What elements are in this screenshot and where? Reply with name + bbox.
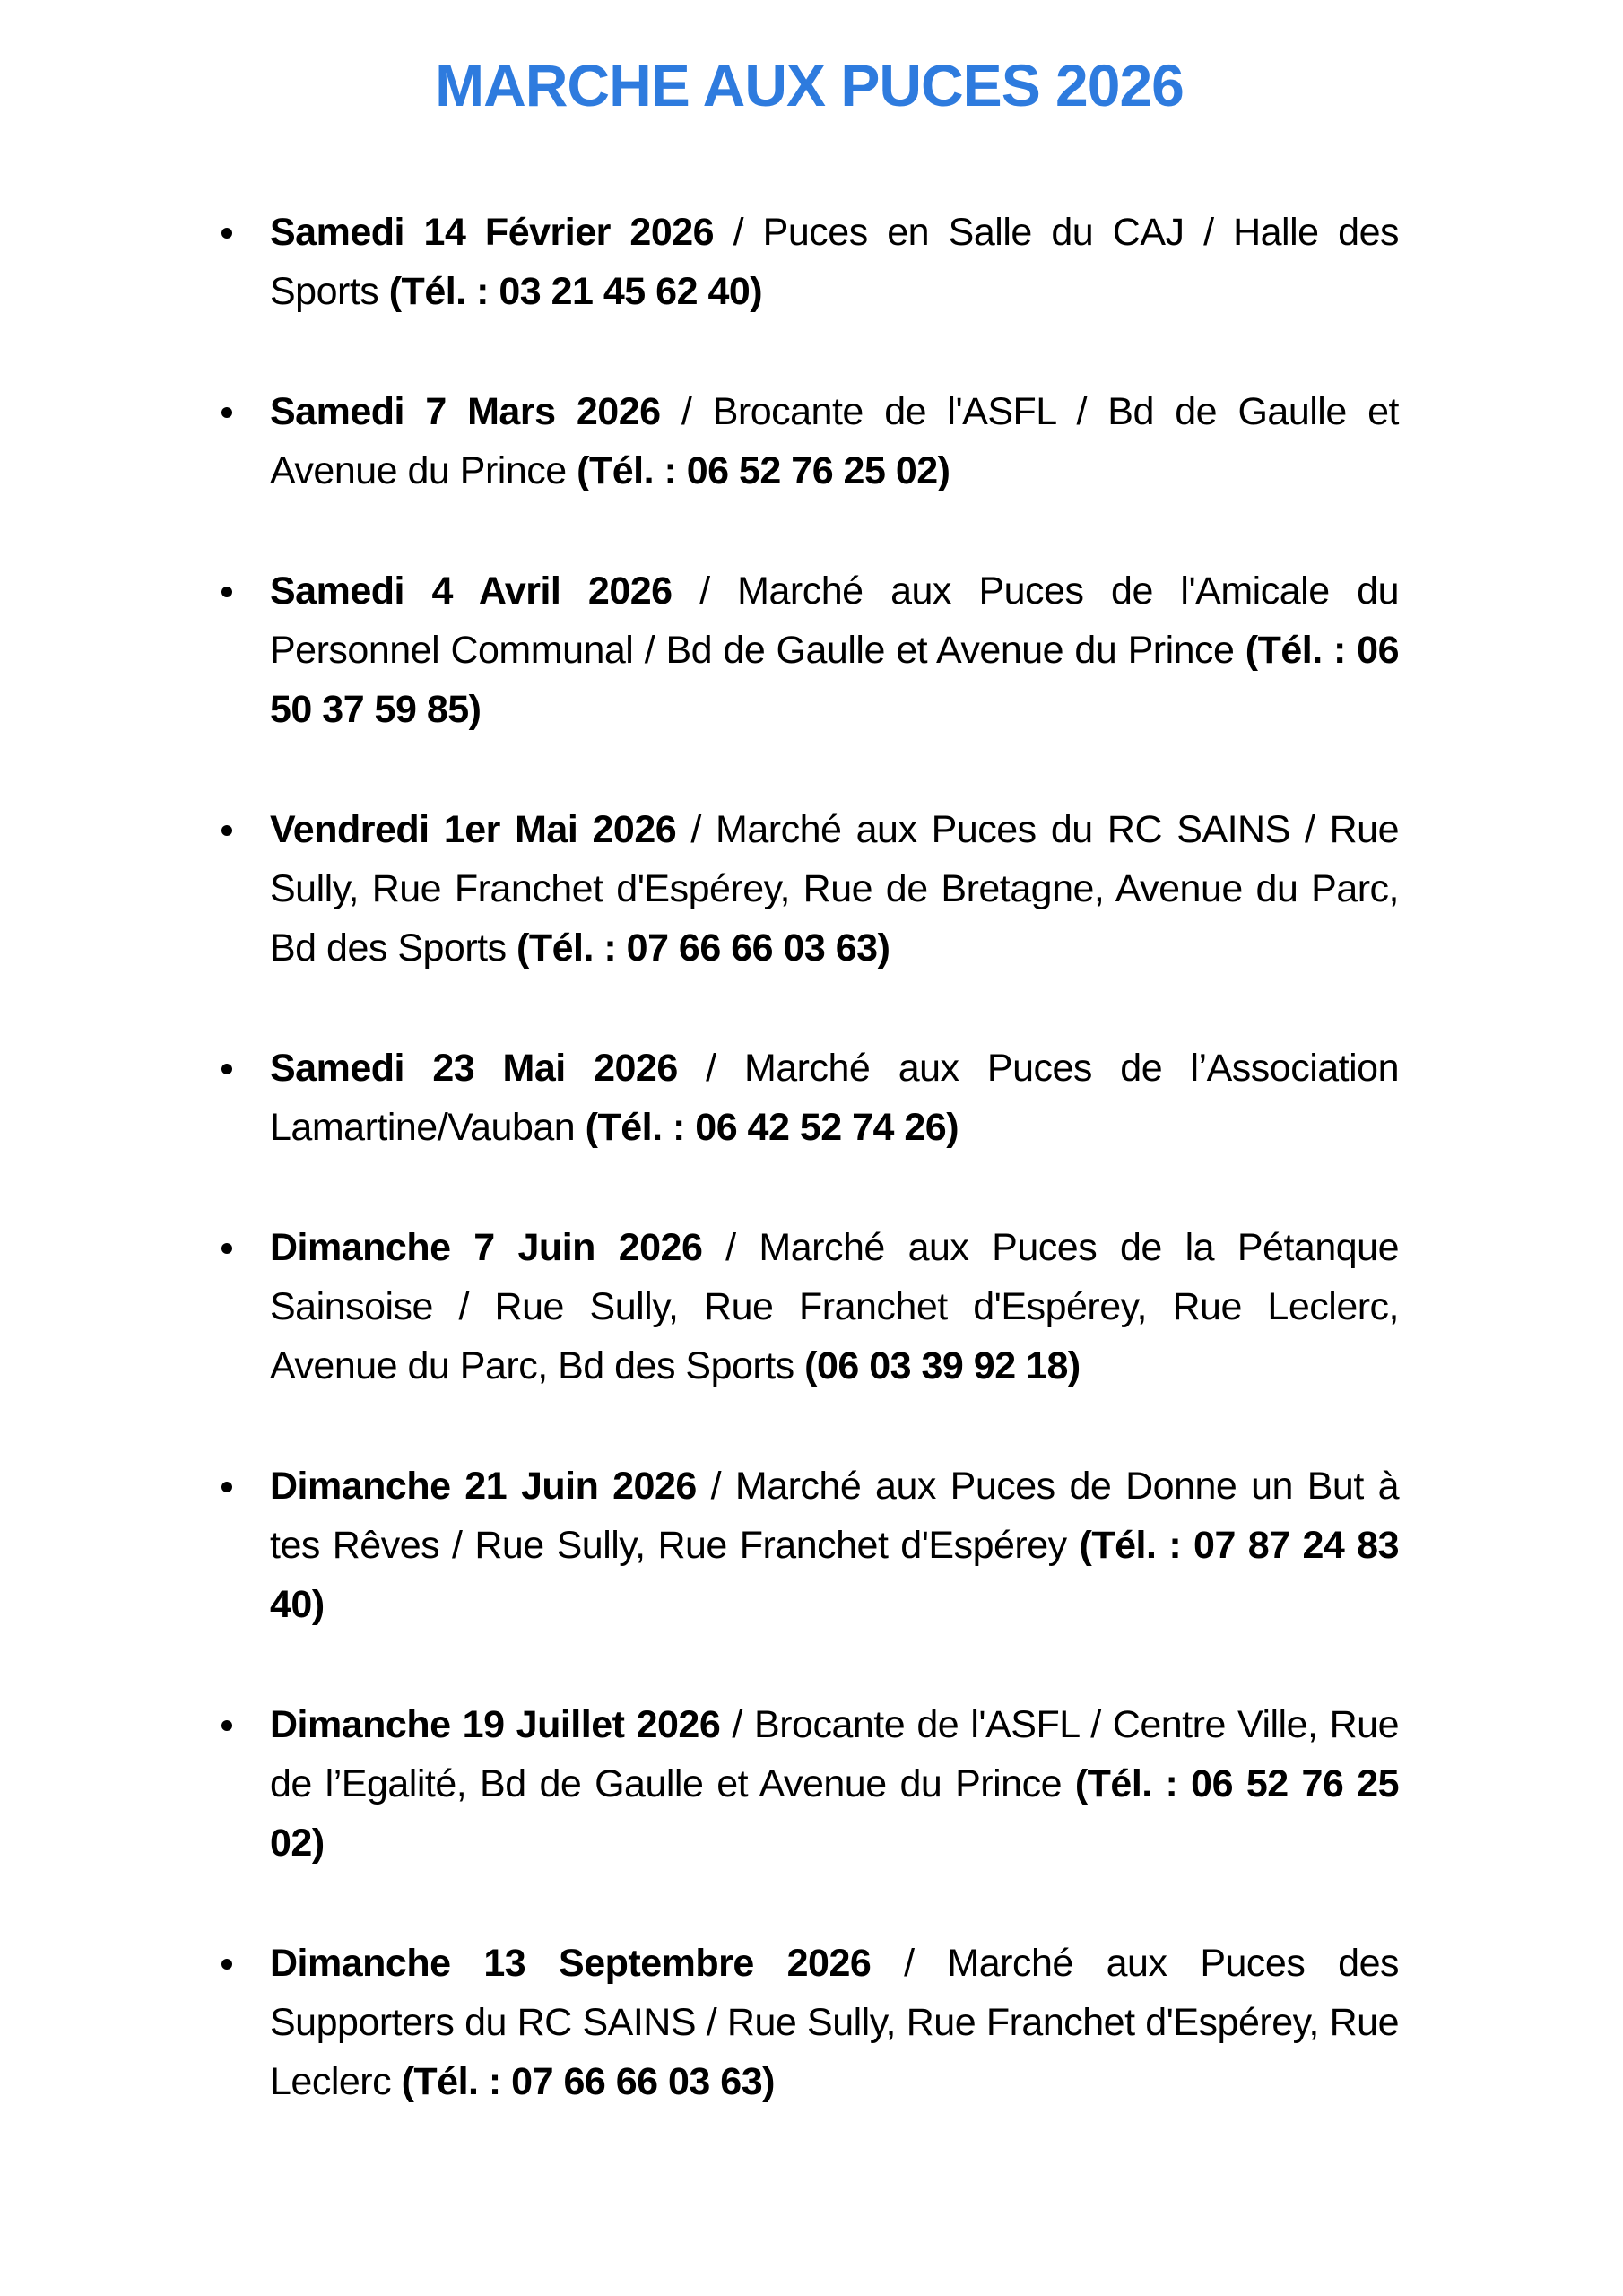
- event-phone: (06 03 39 92 18): [804, 1344, 1081, 1387]
- event-date: Samedi 4 Avril 2026: [270, 569, 673, 613]
- event-date: Dimanche 13 Septembre 2026: [270, 1941, 872, 1985]
- event-item: [220, 1457, 1399, 1634]
- event-item: [220, 1695, 1399, 1873]
- event-phone: (Tél. : 07 66 66 03 63): [516, 926, 890, 970]
- event-phone: (Tél. : 07 66 66 03 63): [401, 2059, 775, 2103]
- event-details: / Marché aux Puces de l'Amicale du Personnel Communal / Bd de Gaulle et Avenue du Prince: [270, 569, 1399, 672]
- event-item: [220, 382, 1399, 500]
- event-list: [220, 203, 1399, 2111]
- event-item: [220, 800, 1399, 978]
- event-date: Vendredi 1er Mai 2026: [270, 807, 677, 851]
- event-date: Dimanche 21 Juin 2026: [270, 1464, 697, 1508]
- event-phone: (Tél. : 06 52 76 25 02): [270, 1761, 1399, 1865]
- bullet-icon: [221, 825, 232, 836]
- event-phone: (Tél. : 06 52 76 25 02): [577, 448, 950, 492]
- event-details: / Marché aux Puces de Donne un But à tes Rêves / Rue Sully, Rue Franchet d'Espérey: [270, 1464, 1399, 1567]
- event-details: / Marché aux Puces de la Pétanque Sainsoise / Rue Sully, Rue Franchet d'Espérey, Rue Leclerc, Avenue du Parc, Bd des Sports: [270, 1225, 1399, 1387]
- bullet-icon: [221, 1064, 232, 1074]
- event-item: [220, 1218, 1399, 1396]
- event-phone: (Tél. : 06 50 37 59 85): [270, 628, 1399, 731]
- bullet-icon: [221, 1959, 232, 1970]
- bullet-icon: [221, 1243, 232, 1254]
- event-details: / Marché aux Puces des Supporters du RC SAINS / Rue Sully, Rue Franchet d'Espérey, Rue Leclerc: [270, 1941, 1399, 2103]
- bullet-icon: [221, 228, 232, 239]
- event-date: Dimanche 19 Juillet 2026: [270, 1702, 721, 1746]
- event-date: Samedi 23 Mai 2026: [270, 1046, 678, 1090]
- event-item: [220, 1039, 1399, 1157]
- bullet-icon: [221, 1720, 232, 1731]
- bullet-icon: [221, 587, 232, 597]
- event-details: / Marché aux Puces du RC SAINS / Rue Sully, Rue Franchet d'Espérey, Rue de Bretagne, Avenue du Parc, Bd des Sports: [270, 807, 1400, 970]
- event-phone: (Tél. : 07 87 24 83 40): [270, 1523, 1399, 1626]
- event-item: [220, 1934, 1399, 2111]
- event-details: / Puces en Salle du CAJ / Halle des Sports: [270, 210, 1399, 313]
- event-details: / Marché aux Puces de l’Association Lamartine/Vauban: [270, 1046, 1399, 1149]
- bullet-icon: [221, 1482, 232, 1492]
- event-details: / Brocante de l'ASFL / Bd de Gaulle et Avenue du Prince: [270, 389, 1399, 492]
- event-phone: (Tél. : 03 21 45 62 40): [388, 269, 763, 313]
- event-item: [220, 203, 1399, 321]
- event-item: [220, 561, 1399, 739]
- page-title: MARCHE AUX PUCES 2026: [435, 52, 1184, 118]
- event-date: Samedi 7 Mars 2026: [270, 389, 661, 433]
- event-phone: (Tél. : 06 42 52 74 26): [585, 1105, 959, 1149]
- bullet-icon: [221, 407, 232, 418]
- event-details: / Brocante de l'ASFL / Centre Ville, Rue de l’Egalité, Bd de Gaulle et Avenue du Prince: [270, 1702, 1400, 1805]
- event-date: Samedi 14 Février 2026: [270, 210, 715, 254]
- event-date: Dimanche 7 Juin 2026: [270, 1225, 703, 1269]
